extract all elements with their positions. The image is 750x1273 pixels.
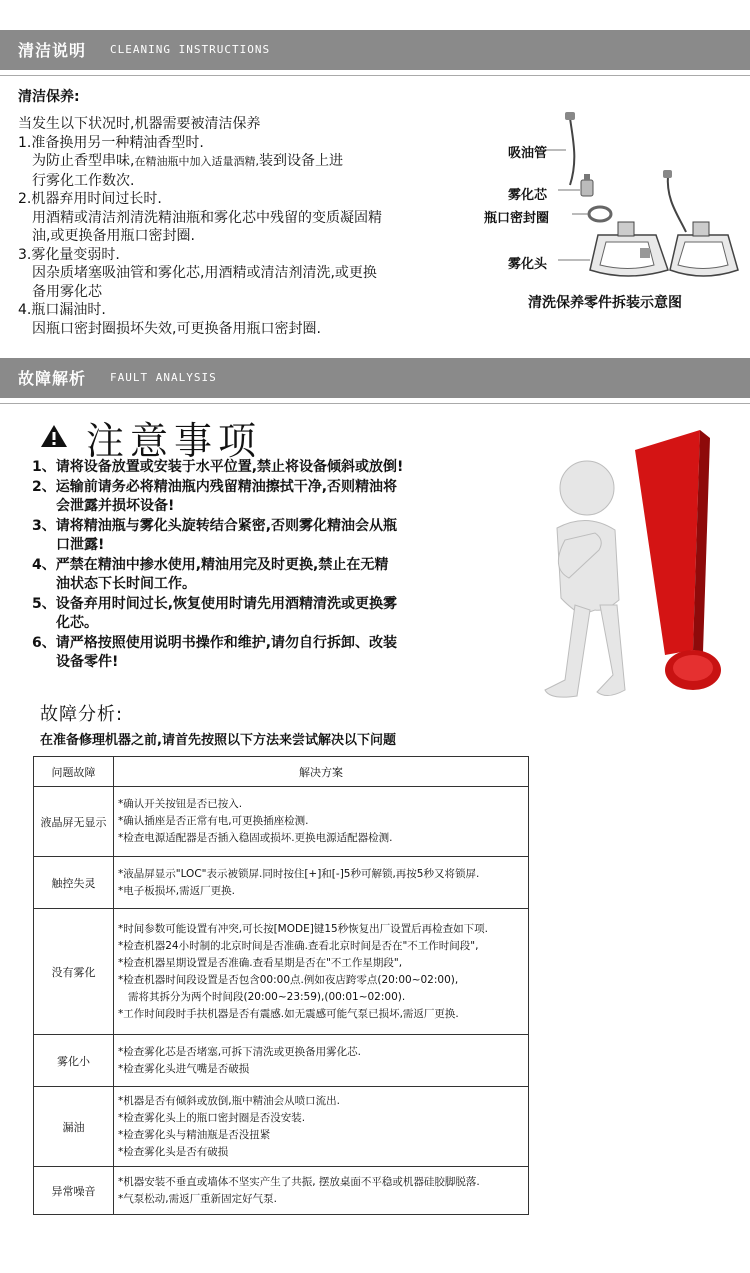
- cleaning-header-subtitle: CLEANING INSTRUCTIONS: [110, 43, 271, 56]
- solution-line: *检查机器24小时制的北京时间是否准确.查看北京时间是否在"不工作时间段",: [118, 939, 479, 952]
- cleaning-line: 因瓶口密封圈损坏失效,可更换备用瓶口密封圈.: [32, 320, 321, 337]
- col-solution-header: 解决方案: [114, 757, 529, 787]
- cleaning-line: 油,或更换备用瓶口密封圈.: [32, 228, 195, 244]
- atomizer-head-icon: [590, 222, 668, 276]
- notice-item: 3、请将精油瓶与雾化头旋转结合紧密,否则雾化精油会从瓶 口泄露!: [32, 517, 398, 553]
- fault-solution-cell: [114, 857, 529, 909]
- solution-line: *电子板损坏,需返厂更换.: [118, 884, 235, 897]
- cleaning-title: 清洁保养:: [18, 89, 80, 105]
- bottle-seal-label: 瓶口密封圈: [484, 211, 550, 226]
- fault-table-row: [34, 1035, 529, 1087]
- solution-line: *确认开关按钮是否已按入.: [118, 798, 243, 810]
- cleaning-line: 为防止香型串味,在精油瓶中加入适量酒精,装到设备上进: [32, 153, 343, 169]
- cleaning-line: 2.机器弃用时间过长时.: [18, 191, 162, 207]
- notice-item: 5、设备弃用时间过长,恢复使用时请先用酒精清洗或更换雾 化芯。: [32, 595, 398, 631]
- oil-tube-icon: [565, 112, 575, 185]
- fault-solution-cell: [114, 787, 529, 857]
- fault-solution-cell: [114, 1087, 529, 1167]
- fault-problem-cell: 没有雾化: [34, 909, 114, 1035]
- atomizer-head-label: 雾化头: [508, 257, 548, 272]
- fault-header-subtitle: FAULT ANALYSIS: [110, 371, 217, 384]
- cleaning-line: 1.准备换用另一种精油香型时.: [18, 134, 204, 151]
- fault-analysis-title: 故障分析:: [40, 704, 124, 725]
- solution-line: *检查雾化头是否有破损: [118, 1145, 229, 1158]
- exclamation-icon: [635, 430, 700, 655]
- fault-problem-cell: 异常噪音: [34, 1167, 114, 1215]
- cleaning-line: 3.雾化量变弱时.: [18, 246, 120, 263]
- fault-solution-cell: [114, 1167, 529, 1215]
- atomizer-core-label: 雾化芯: [508, 188, 548, 203]
- solution-line: *检查机器时间段设置是否包含00:00点.例如夜店跨零点(20:00~02:00),: [118, 973, 459, 986]
- notice-item: 4、严禁在精油中掺水使用,精油用完及时更换,禁止在无精 油状态下长时间工作。: [32, 556, 389, 592]
- fault-table-row: [34, 857, 529, 909]
- cleaning-line: 4.瓶口漏油时.: [18, 302, 106, 318]
- fault-table-header: [34, 757, 529, 787]
- warning-icon: [40, 424, 68, 448]
- figure-person-icon: [545, 461, 625, 697]
- fault-header-title: 故障解析: [18, 369, 87, 388]
- solution-line: *机器是否有倾斜或放倒,瓶中精油会从喷口流出.: [118, 1094, 340, 1107]
- fault-problem-cell: 雾化小: [34, 1035, 114, 1087]
- cleaning-header-title: 清洁说明: [18, 41, 87, 60]
- fault-problem-cell: 漏油: [34, 1087, 114, 1167]
- notice-item: 2、运输前请务必将精油瓶内残留精油擦拭干净,否则精油将 会泄露并损坏设备!: [32, 478, 398, 514]
- cleaning-line: 备用雾化芯: [32, 283, 102, 300]
- parts-caption: 清洗保养零件拆装示意图: [528, 295, 682, 311]
- notice-title: 注意事项: [86, 419, 263, 463]
- fault-table-row: [34, 909, 529, 1035]
- solution-line: *时间参数可能设置有冲突,可长按[MODE]键15秒恢复出厂设置后再检查如下项.: [118, 922, 489, 935]
- solution-line: *气泵松动,需返厂重新固定好气泵.: [118, 1192, 277, 1205]
- cleaning-line: 因杂质堵塞吸油管和雾化芯,用酒精或清洁剂清洗,或更换: [32, 265, 377, 281]
- parts-diagram: [478, 110, 740, 320]
- solution-line: *检查雾化头进气嘴是否破损: [118, 1062, 250, 1075]
- fault-problem-cell: 液晶屏无显示: [34, 787, 114, 857]
- solution-line: *工作时间段时手扶机器是否有震感.如无震感可能气泵已损坏,需返厂更换.: [118, 1007, 459, 1020]
- fault-table-row: [34, 1167, 529, 1215]
- bottle-seal-icon: [589, 207, 611, 221]
- notice-item: 1、请将设备放置或安装于水平位置,禁止将设备倾斜或放倒!: [32, 459, 404, 475]
- fault-solution-cell: [114, 909, 529, 1035]
- notice-item: 6、请严格按照使用说明书操作和维护,请勿自行拆卸、改装 设备零件!: [32, 634, 398, 670]
- solution-line: *检查雾化头上的瓶口密封圈是否没安装.: [118, 1111, 306, 1124]
- fault-solution-cell: [114, 1035, 529, 1087]
- assembled-atomizer-icon: [663, 170, 738, 276]
- col-problem-header: 问题故障: [34, 757, 114, 787]
- solution-line: *检查雾化芯是否堵塞,可拆下清洗或更换备用雾化芯.: [118, 1045, 361, 1058]
- cleaning-section-header: [0, 30, 750, 70]
- fault-table-row: [34, 1087, 529, 1167]
- solution-line: *检查雾化头与精油瓶是否没扭紧: [118, 1128, 271, 1141]
- fault-analysis-subtitle: 在准备修理机器之前,请首先按照以下方法来尝试解决以下问题: [40, 733, 396, 748]
- fault-table-row: [34, 787, 529, 857]
- solution-line: *检查机器星期设置是否准确.查看星期是否在"不工作星期段",: [118, 956, 403, 969]
- solution-line: *机器安装不垂直或墙体不坚实产生了共振, 摆放桌面不平稳或机器硅胶脚脱落.: [118, 1175, 480, 1188]
- cleaning-instructions: [18, 115, 508, 338]
- fault-problem-cell: 触控失灵: [34, 857, 114, 909]
- notice-list: [32, 458, 502, 673]
- fault-section-header: [0, 358, 750, 398]
- atomizer-core-icon: [581, 174, 593, 196]
- thinking-figure-illustration: [515, 400, 745, 710]
- cleaning-line: 行雾化工作数次.: [32, 172, 135, 189]
- fault-table: [33, 756, 529, 1215]
- cleaning-line: 用酒精或清洁剂清洗精油瓶和雾化芯中残留的变质凝固精: [32, 209, 382, 226]
- solution-line: *确认插座是否正常有电,可更换插座检测.: [118, 815, 309, 827]
- solution-line: *检查电源适配器是否插入稳固或损坏.更换电源适配器检测.: [118, 832, 393, 844]
- cleaning-line: 当发生以下状况时,机器需要被清洁保养: [18, 116, 261, 132]
- solution-line: *液晶屏显示"LOC"表示被锁屏.同时按住[+]和[-]5秒可解锁,再按5秒又将锁屏.: [118, 867, 480, 880]
- solution-line: 需将其拆分为两个时间段(20:00~23:59),(00:01~02:00).: [128, 990, 406, 1003]
- oil-tube-label: 吸油管: [508, 146, 548, 161]
